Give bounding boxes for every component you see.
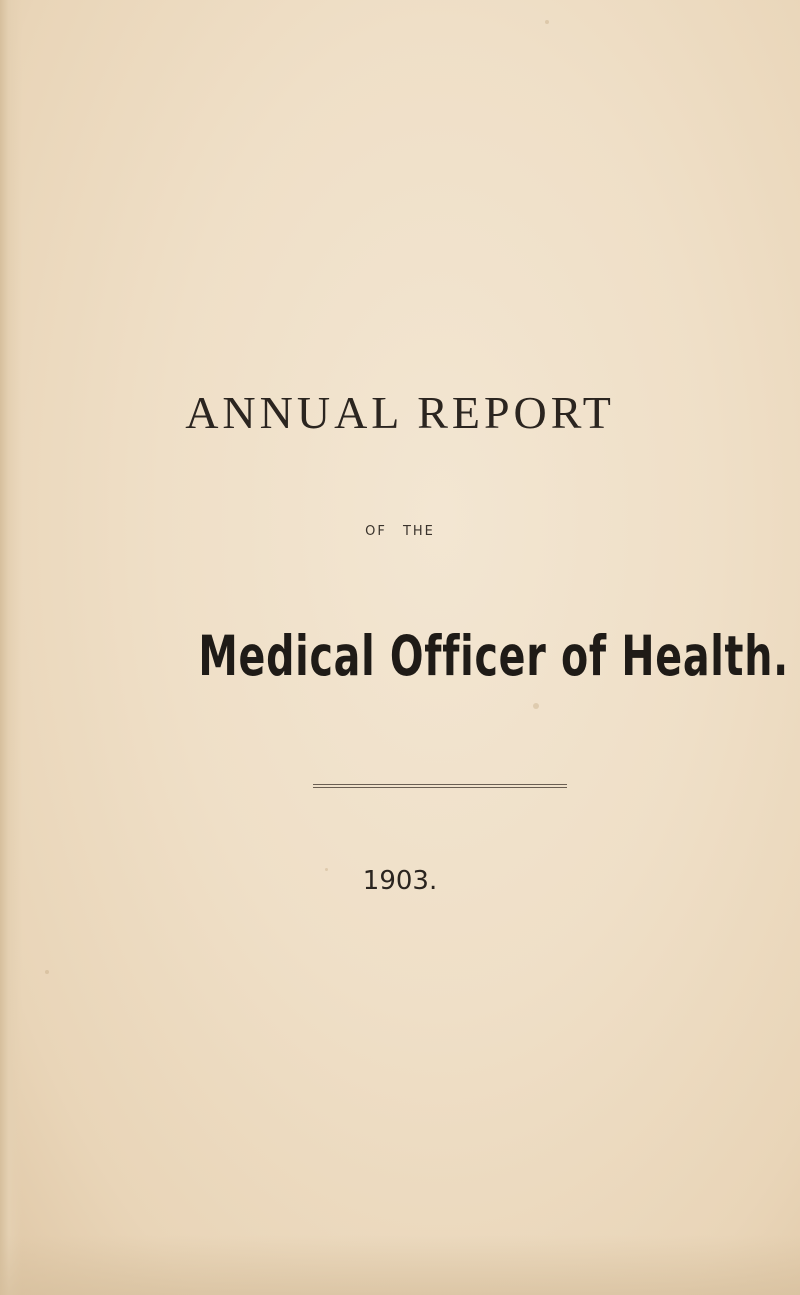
page-title: ANNUAL REPORT [185, 387, 615, 438]
divider-line-bottom [313, 787, 567, 788]
page-bottom-shadow [0, 1235, 800, 1295]
report-year: 1903. [362, 866, 438, 896]
connector-text: OF THE [365, 524, 435, 539]
paper-spot [45, 970, 49, 974]
paper-spot [545, 20, 549, 24]
divider-rule [313, 784, 567, 788]
page-subtitle: Medical Officer of Health. [198, 624, 789, 688]
paper-spot [533, 703, 539, 709]
divider-line-top [313, 784, 567, 785]
page-edge-shadow [0, 0, 22, 1295]
